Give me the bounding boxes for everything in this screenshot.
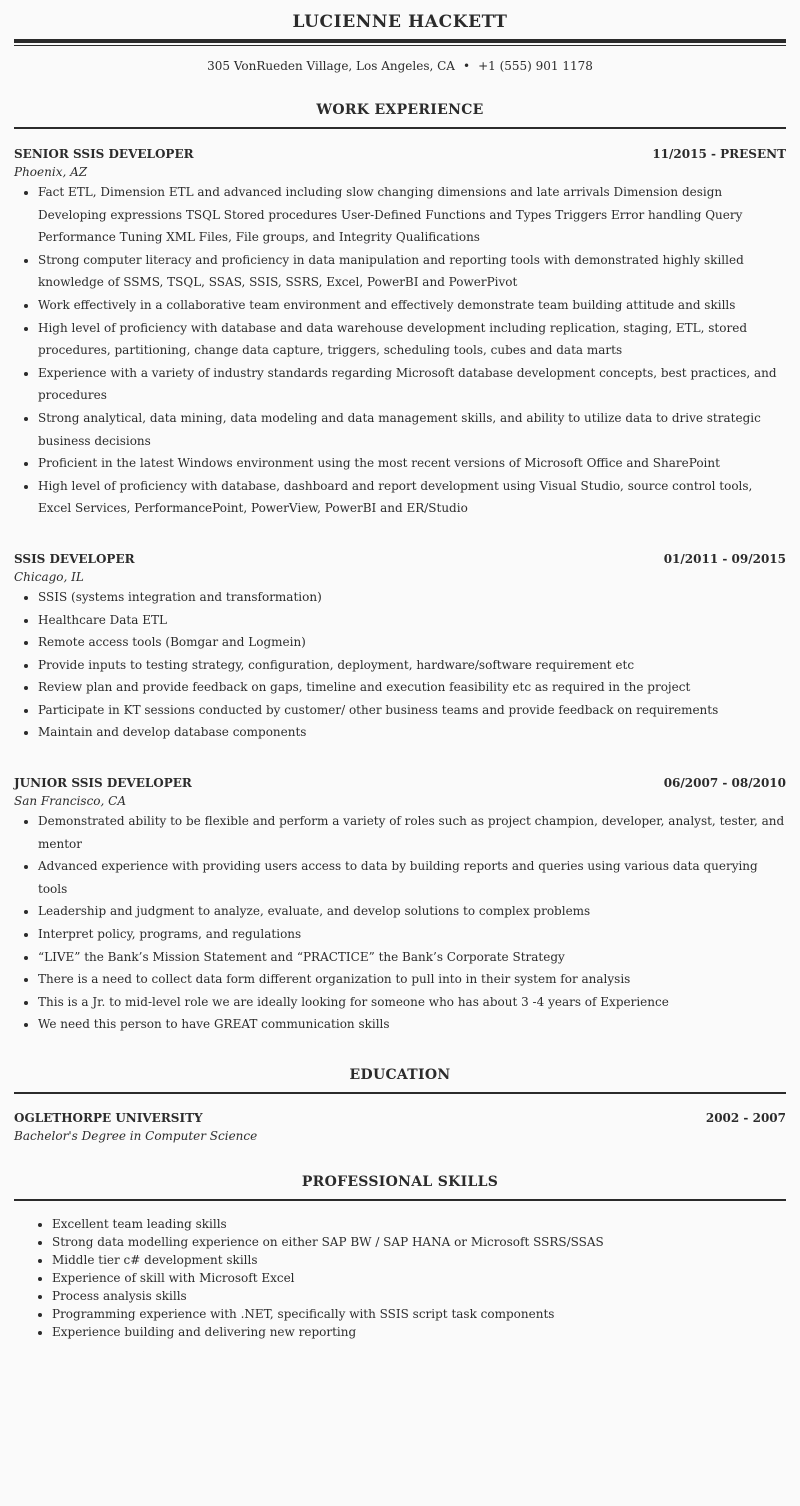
skill-item: • Programming experience with .NET, specifically with SSIS script task components [52,1305,786,1323]
job-bullet: • SSIS (systems integration and transformation) [38,586,786,609]
job-dates: 01/2011 - 09/2015 [663,551,786,566]
skills-section-title: PROFESSIONAL SKILLS [301,1174,499,1190]
education-entry [14,1109,786,1145]
education-section [14,1066,786,1145]
degree: Bachelor's Degree in Computer Science [14,1129,258,1143]
job-bullet: • Maintain and develop database components [38,721,786,744]
skill-item: • Process analysis skills [52,1287,786,1305]
job-bullets [14,181,786,520]
skill-item: • Experience of skill with Microsoft Excel [52,1269,786,1287]
skills-section-rule [14,1199,786,1201]
education-section-title: EDUCATION [349,1067,451,1083]
skill-item: • Strong data modelling experience on either SAP BW / SAP HANA or Microsoft SSRS/SSAS [52,1233,786,1251]
job-bullet: • Leadership and judgment to analyze, evaluate, and develop solutions to complex problems [38,900,786,923]
work-section-title: WORK EXPERIENCE [316,102,484,118]
job-entry [14,145,786,520]
job-location: Chicago, IL [14,569,84,584]
job-bullet: • Provide inputs to testing strategy, configuration, deployment, hardware/software requirement etc [38,654,786,677]
job-bullet: • Proficient in the latest Windows environment using the most recent versions of Microsoft Office and SharePoint [38,452,786,475]
education-section-rule [14,1092,786,1094]
header-rule-thick [14,39,786,43]
candidate-name: LUCIENNE HACKETT [292,12,508,32]
job-header [14,774,786,792]
job-bullet: • There is a need to collect data form different organization to pull into in their system for analysis [38,968,786,991]
job-dates: 11/2015 - PRESENT [652,147,786,161]
job-bullet: • Advanced experience with providing users access to data by building reports and queries using various data querying tools [38,855,786,900]
job-bullet: • Strong computer literacy and proficiency in data manipulation and reporting tools with demonstrated highly skilled knowledge of SSMS, TSQL, SSAS, SSIS, SSRS, Excel, PowerBI and PowerPivot [38,249,786,294]
work-section [14,101,786,1036]
job-dates: 06/2007 - 08/2010 [663,776,786,791]
contact-line [14,58,786,74]
job-entry [14,550,786,744]
job-bullet: • “LIVE” the Bank’s Mission Statement and “PRACTICE” the Bank’s Corporate Strategy [38,946,786,969]
job-bullet: • Fact ETL, Dimension ETL and advanced including slow changing dimensions and late arrivals Dimension design Developing expressions TSQL Stored procedures User-Defined Functions and Types Triggers Error handling Query Performance Tuning XML Files, File groups, and Integrity Qualifications [38,181,786,249]
contact-address: 305 VonRueden Village, Los Angeles, CA [207,59,455,73]
job-bullet: • High level of proficiency with database, dashboard and report development using Visual Studio, source control tools, Excel Services, PerformancePoint, PowerView, PowerBI and ER/Studio [38,475,786,520]
job-bullet: • High level of proficiency with database and data warehouse development including replication, staging, ETL, stored procedures, partitioning, change data capture, triggers, scheduling tools, cubes and data marts [38,317,786,362]
job-bullet: • Remote access tools (Bomgar and Logmein) [38,631,786,654]
job-location: Phoenix, AZ [14,165,88,179]
job-entry [14,774,786,1036]
job-bullet: • Demonstrated ability to be flexible and perform a variety of roles such as project champion, developer, analyst, tester, and mentor [38,810,786,855]
work-section-rule [14,127,786,129]
education-dates: 2002 - 2007 [705,1111,786,1125]
job-bullet: • Work effectively in a collaborative team environment and effectively demonstrate team building attitude and skills [38,294,786,317]
job-bullet: • Strong analytical, data mining, data modeling and data management skills, and ability to utilize data to drive strategic business decisions [38,407,786,452]
job-title: SENIOR SSIS DEVELOPER [14,147,194,161]
skill-item: • Middle tier c# development skills [52,1251,786,1269]
job-bullet: • Experience with a variety of industry standards regarding Microsoft database development concepts, best practices, and procedures [38,362,786,407]
job-title: JUNIOR SSIS DEVELOPER [14,776,192,791]
job-header [14,550,786,568]
job-bullet: • Review plan and provide feedback on gaps, timeline and execution feasibility etc as required in the project [38,676,786,699]
education-header [14,1109,786,1127]
job-bullet: • This is a Jr. to mid-level role we are ideally looking for someone who has about 3 -4 years of Experience [38,991,786,1014]
header-rule-thin [14,45,786,46]
contact-phone: +1 (555) 901 1178 [478,59,593,73]
job-location: San Francisco, CA [14,794,127,809]
job-header [14,145,786,163]
skills-list [14,1215,786,1341]
job-bullet: • Healthcare Data ETL [38,609,786,632]
job-bullet: • Interpret policy, programs, and regulations [38,923,786,946]
job-bullet: • Participate in KT sessions conducted by customer/ other business teams and provide feedback on requirements [38,699,786,722]
job-title: SSIS DEVELOPER [14,551,135,566]
job-bullet: • We need this person to have GREAT communication skills [38,1013,786,1036]
skill-item: • Excellent team leading skills [52,1215,786,1233]
contact-separator: • [462,59,471,73]
skill-item: • Experience building and delivering new reporting [52,1323,786,1341]
school-name: OGLETHORPE UNIVERSITY [14,1111,203,1125]
job-bullets [14,810,786,1036]
job-bullets [14,586,786,744]
skills-section [14,1173,786,1341]
